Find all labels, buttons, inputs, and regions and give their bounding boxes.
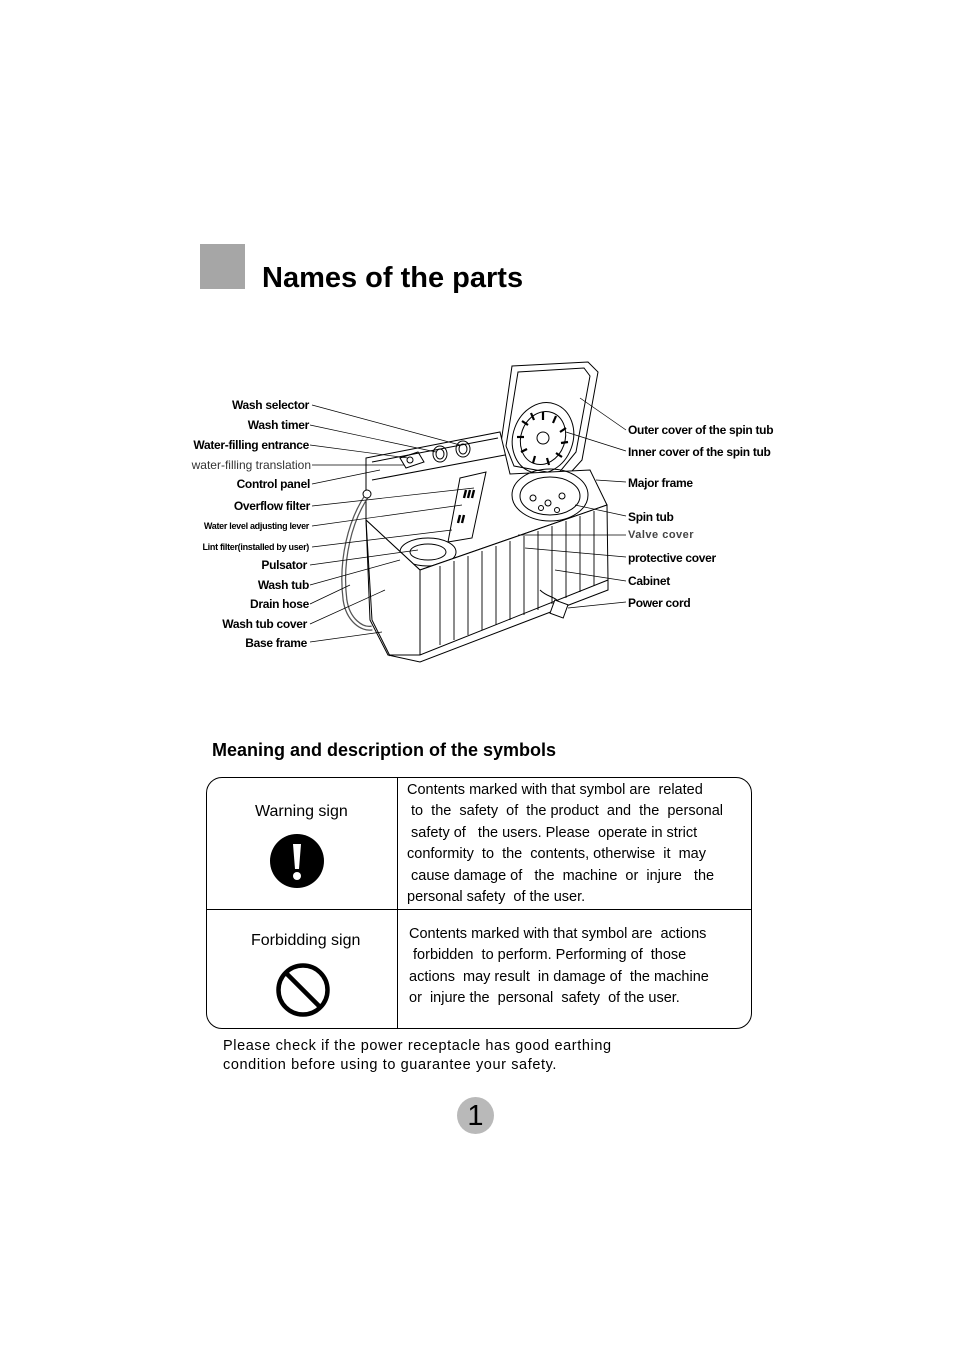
exclamation-circle-icon: [269, 833, 325, 889]
label-protective-cover: protective cover: [628, 551, 716, 565]
label-power-cord: Power cord: [628, 596, 691, 610]
forbidding-sign-label: Forbidding sign: [251, 932, 361, 949]
symbols-table: [206, 777, 752, 1029]
label-outer-cover-spin-tub: Outer cover of the spin tub: [628, 423, 774, 437]
label-spin-tub: Spin tub: [628, 510, 674, 524]
label-water-filling-entrance: Water-filling entrance: [193, 438, 309, 452]
title-marker-square: [200, 244, 245, 289]
forbidding-sign-description: Contents marked with that symbol are actions forbidden to perform. Performing of those actions may result in damage of the machine or injure the personal safety of the user.: [409, 926, 709, 1007]
label-major-frame: Major frame: [628, 476, 693, 490]
safety-note-line-2: condition before using to guarantee your safety.: [223, 1056, 558, 1073]
label-drain-hose: Drain hose: [249, 597, 309, 611]
label-wash-selector: Wash selector: [231, 398, 309, 412]
page-number: 1: [457, 1097, 494, 1134]
label-wash-timer: Wash timer: [247, 418, 309, 432]
label-water-level-adjusting-lever: Water level adjusting lever: [203, 521, 309, 531]
label-water-filling-translation: water-filling translation: [191, 458, 311, 472]
safety-note-line-1: Please check if the power receptacle has good earthing: [223, 1038, 612, 1054]
safety-note: [223, 1037, 612, 1074]
label-cabinet: Cabinet: [628, 574, 670, 588]
label-lint-filter: Lint filter(installed by user): [202, 542, 309, 552]
table-divider-horizontal: [207, 909, 751, 910]
page-title: Names of the parts: [262, 262, 524, 294]
warning-sign-description: Contents marked with that symbol are related to the safety of the product and the personal safety of the users. Please operate in strict conformity to the contents, otherwise it may cause damage of the machine or injure the personal safety of the user.: [407, 782, 723, 906]
warning-sign-label: Warning sign: [255, 803, 348, 820]
washing-machine-illustration: [0, 350, 954, 670]
label-control-panel: Control panel: [236, 477, 310, 491]
label-base-frame: Base frame: [245, 636, 307, 650]
label-wash-tub: Wash tub: [257, 578, 309, 592]
label-overflow-filter: Overflow filter: [233, 499, 310, 513]
label-pulsator: Pulsator: [261, 558, 307, 572]
symbols-heading: Meaning and description of the symbols: [212, 740, 557, 760]
parts-diagram: [0, 350, 954, 670]
prohibition-circle-icon: [275, 962, 331, 1018]
label-wash-tub-cover: Wash tub cover: [222, 617, 307, 631]
label-valve-cover: Valve cover: [628, 529, 695, 541]
spin-tub-lid-illustration: [500, 362, 598, 486]
table-divider-vertical: [397, 778, 398, 1028]
label-inner-cover-spin-tub: Inner cover of the spin tub: [628, 445, 771, 459]
